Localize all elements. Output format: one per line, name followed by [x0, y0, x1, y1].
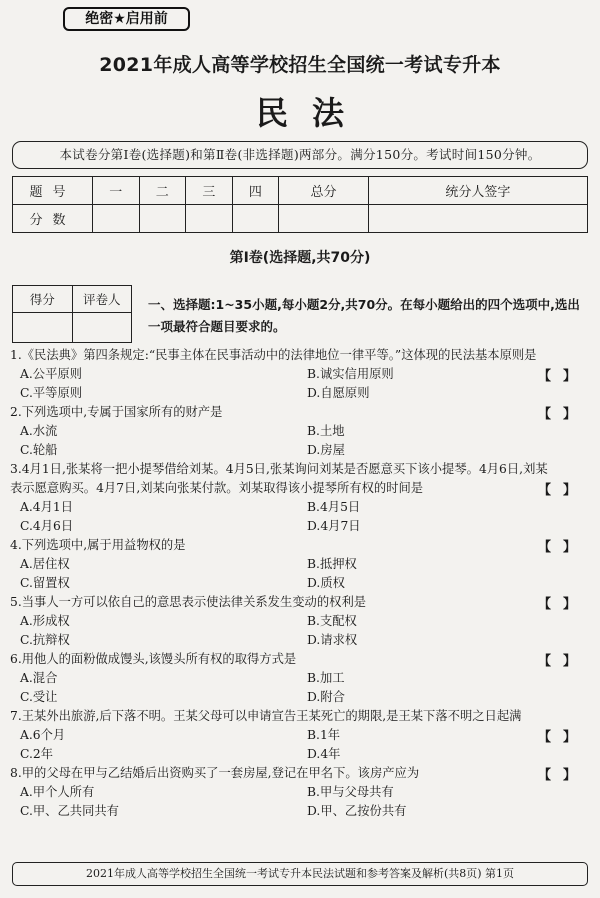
answer-bracket[interactable]: 【】 [537, 730, 588, 745]
question-stem: 5.当事人一方可以依自己的意思表示使法律关系发生变动的权利是 [10, 595, 367, 609]
option-grid [10, 726, 590, 764]
score-table [12, 176, 588, 233]
answer-bracket[interactable]: 【】 [537, 597, 588, 612]
part1-title: 第Ⅰ卷(选择题,共70分) [229, 250, 371, 266]
option-d: D.4年 [307, 747, 341, 761]
option-c: C.抗辩权 [20, 633, 70, 647]
grader-score-cell [13, 313, 73, 343]
score-table-header: 一 [93, 177, 140, 205]
grader-name-cell [72, 313, 132, 343]
question-item [10, 650, 590, 707]
score-table-row-label: 分数 [13, 205, 93, 233]
answer-bracket[interactable]: 【】 [537, 483, 588, 498]
question-stem: 6.用他人的面粉做成馒头,该馒头所有权的取得方式是 [10, 652, 297, 666]
question-item [10, 460, 590, 536]
answer-bracket[interactable]: 【】 [537, 540, 588, 555]
page-footer: 2021年成人高等学校招生全国统一考试专升本民法试题和参考答案及解析(共8页) 第1页 [12, 862, 588, 886]
option-grid [10, 365, 590, 403]
option-c: C.平等原则 [20, 386, 83, 400]
question-item [10, 403, 590, 460]
option-a: A.居住权 [20, 557, 70, 571]
option-d: D.附合 [307, 690, 345, 704]
option-b: B.甲与父母共有 [307, 785, 394, 799]
score-table-header: 统分人签字 [368, 177, 587, 205]
score-cell [279, 205, 369, 233]
option-grid [10, 783, 590, 821]
option-d: D.4月7日 [307, 519, 361, 533]
score-table-score-row [13, 205, 588, 233]
option-c: C.4月6日 [20, 519, 74, 533]
question-item [10, 536, 590, 593]
score-cell [232, 205, 279, 233]
question-stem: 4.下列选项中,属于用益物权的是 [10, 538, 186, 552]
option-d: D.房屋 [307, 443, 345, 457]
score-cell [368, 205, 587, 233]
option-a: A.4月1日 [20, 500, 74, 514]
question-stem: 2.下列选项中,专属于国家所有的财产是 [10, 405, 223, 419]
option-d: D.自愿原则 [307, 386, 370, 400]
option-grid [10, 612, 590, 650]
answer-bracket[interactable]: 【】 [537, 768, 588, 783]
grader-name-label: 评卷人 [72, 286, 132, 313]
score-table-header: 二 [139, 177, 186, 205]
grader-score-label: 得分 [13, 286, 73, 313]
option-c: C.2年 [20, 747, 53, 761]
score-table-header: 题号 [13, 177, 93, 205]
option-b: B.诚实信用原则 [307, 367, 394, 381]
score-table-header-row [13, 177, 588, 205]
question-stem: 1.《民法典》第四条规定:“民事主体在民事活动中的法律地位一律平等。”这体现的民法基本原则是 [10, 348, 537, 362]
exam-title: 2021年成人高等学校招生全国统一考试专升本 [99, 54, 501, 76]
question-stem: 7.王某外出旅游,后下落不明。王某父母可以申请宣告王某死亡的期限,是王某下落不明之日起满 [10, 709, 522, 723]
option-b: B.土地 [307, 424, 345, 438]
exam-notice: 本试卷分第Ⅰ卷(选择题)和第Ⅱ卷(非选择题)两部分。满分150分。考试时间150分钟。 [12, 141, 588, 169]
option-b: B.支配权 [307, 614, 357, 628]
section-instruction: 一、选择题:1~35小题,每小题2分,共70分。在每小题给出的四个选项中,选出一项最符合题目要求的。 [148, 297, 580, 334]
question-stem: 3.4月1日,张某将一把小提琴借给刘某。4月5日,张某询问刘某是否愿意买下该小提琴。4月6日,刘某表示愿意购买。4月7日,刘某向张某付款。刘某取得该小提琴所有权的时间是 [10, 462, 548, 495]
option-b: B.1年 [307, 728, 341, 742]
secret-label: 绝密★启用前 [63, 7, 190, 31]
option-a: A.6个月 [20, 728, 66, 742]
question-item [10, 593, 590, 650]
option-d: D.请求权 [307, 633, 358, 647]
answer-bracket[interactable]: 【】 [537, 369, 588, 384]
option-grid [10, 422, 590, 460]
subject-title: 民法 [255, 94, 368, 132]
option-a: A.水流 [20, 424, 58, 438]
answer-bracket[interactable]: 【】 [537, 407, 588, 422]
option-a: A.公平原则 [20, 367, 82, 381]
answer-bracket[interactable]: 【】 [537, 654, 588, 669]
score-table-header: 三 [186, 177, 233, 205]
option-c: C.留置权 [20, 576, 70, 590]
option-b: B.加工 [307, 671, 345, 685]
option-c: C.受让 [20, 690, 58, 704]
option-grid [10, 555, 590, 593]
option-b: B.抵押权 [307, 557, 357, 571]
question-item [10, 764, 590, 821]
option-grid [10, 669, 590, 707]
grader-box [12, 285, 132, 343]
option-a: A.甲个人所有 [20, 785, 95, 799]
score-cell [93, 205, 140, 233]
question-list [10, 346, 590, 821]
question-item [10, 346, 590, 403]
score-cell [186, 205, 233, 233]
score-table-header: 四 [232, 177, 279, 205]
option-grid [10, 498, 590, 536]
question-stem: 8.甲的父母在甲与乙结婚后出资购买了一套房屋,登记在甲名下。该房产应为 [10, 766, 420, 780]
option-b: B.4月5日 [307, 500, 361, 514]
option-a: A.混合 [20, 671, 58, 685]
option-c: C.轮船 [20, 443, 58, 457]
option-d: D.甲、乙按份共有 [307, 804, 407, 818]
option-a: A.形成权 [20, 614, 70, 628]
option-c: C.甲、乙共同共有 [20, 804, 119, 818]
score-table-header: 总分 [279, 177, 369, 205]
option-d: D.质权 [307, 576, 345, 590]
question-item [10, 707, 590, 764]
score-cell [139, 205, 186, 233]
